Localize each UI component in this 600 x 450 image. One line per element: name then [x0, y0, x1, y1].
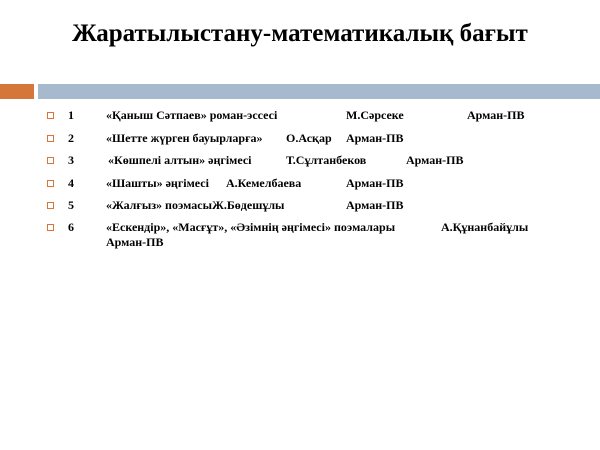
item-work: «Шашты» әңгімесі	[106, 176, 209, 190]
item-number: 6	[68, 220, 74, 234]
item-work: «Шетте жүрген бауырларға»	[106, 131, 263, 145]
square-bullet-icon	[47, 157, 54, 164]
item-number: 4	[68, 176, 74, 190]
item-class: Арман-ПВ	[467, 108, 525, 122]
square-bullet-icon	[47, 180, 54, 187]
item-class: Арман-ПВ	[406, 153, 464, 167]
square-bullet-icon	[47, 202, 54, 209]
item-author: А.Кемелбаева	[226, 176, 302, 190]
item-author: Ж.Бөдешұлы	[212, 198, 285, 212]
item-class: Арман-ПВ	[106, 235, 164, 249]
item-number: 3	[68, 153, 74, 167]
square-bullet-icon	[47, 224, 54, 231]
item-work: «Ескендір», «Масғұт», «Әзімнің әңгімесі» поэмалары	[106, 220, 396, 234]
item-author: Т.Сұлтанбеков	[286, 153, 367, 167]
item-class: Арман-ПВ	[346, 198, 404, 212]
item-class: Арман-ПВ	[346, 176, 404, 190]
item-number: 1	[68, 108, 74, 122]
item-number: 2	[68, 131, 74, 145]
square-bullet-icon	[47, 112, 54, 119]
item-number: 5	[68, 198, 74, 212]
header-divider-bar	[38, 84, 600, 99]
item-author: А.Құнанбайұлы	[441, 220, 529, 234]
slide-title: Жаратылыстану-математикалық бағыт	[72, 20, 528, 47]
item-author: О.Асқар	[286, 131, 332, 145]
item-class: Арман-ПВ	[346, 131, 404, 145]
square-bullet-icon	[47, 135, 54, 142]
item-work: «Көшпелі алтын» әңгімесі	[108, 153, 252, 167]
item-work: «Қаныш Сәтпаев» роман-эссесі	[106, 108, 278, 122]
item-work: «Жалғыз» поэмасы	[106, 198, 212, 212]
accent-bar	[0, 84, 34, 99]
item-author: М.Сәрсеке	[346, 108, 404, 122]
